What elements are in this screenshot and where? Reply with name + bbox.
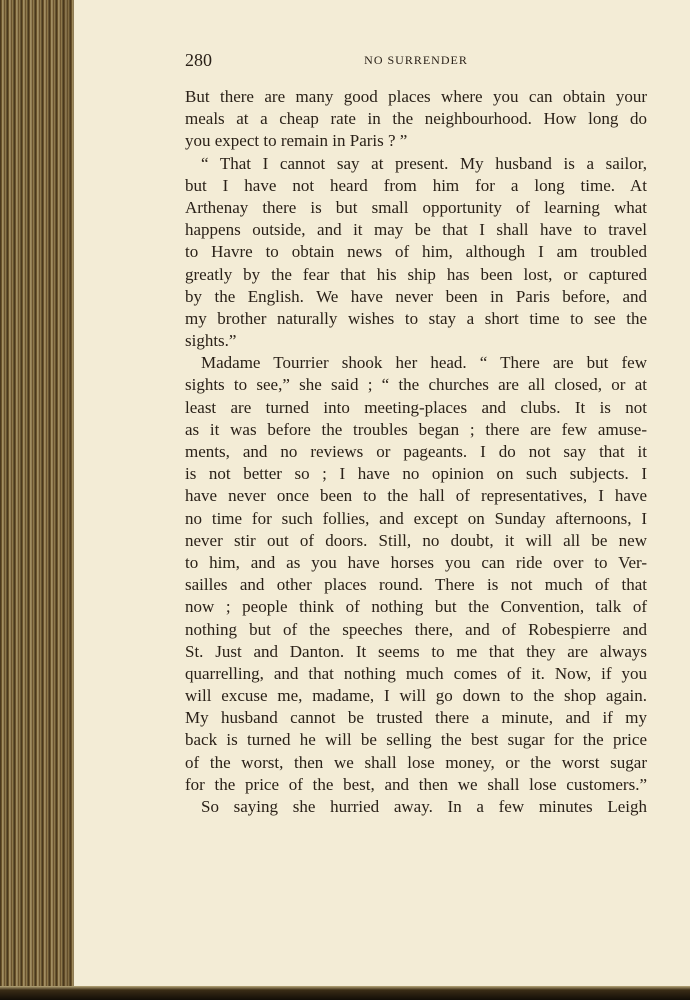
text-line: ments, and no reviews or pageants. I do not say that it	[185, 442, 647, 461]
text-line: as it was before the troubles began ; there are few amuse-	[185, 419, 647, 439]
text-line: happens outside, and it may be that I shall have to travel	[185, 220, 647, 240]
page-number: 280	[185, 50, 212, 70]
text-line: by the English. We have never been in Paris before, and	[185, 286, 647, 306]
text-line: no time for such follies, and except on Sunday afternoons, I	[185, 508, 647, 528]
text-line: have never once been to the hall of representatives, I have	[185, 486, 647, 506]
text-line: So saying she hurried away. In a few minutes Leigh	[201, 797, 647, 816]
book-spine-edge	[0, 0, 74, 988]
text-line: St. Just and Danton. It seems to me that they are always	[185, 641, 647, 661]
text-line: But there are many good places where you can obtain your	[185, 87, 647, 106]
book-bottom-edge	[0, 986, 690, 1000]
text-line: back is turned he will be selling the best sugar for the price	[185, 730, 647, 750]
text-line: to Havre to obtain news of him, although I am troubled	[185, 242, 647, 262]
text-line: Madame Tourrier shook her head. “ There are but few	[201, 353, 647, 373]
text-line: never stir out of doors. Still, no doubt, it will all be new	[185, 530, 647, 550]
text-line: but I have not heard from him for a long time. At	[185, 175, 647, 195]
text-line: sailles and other places round. There is not much of that	[185, 575, 647, 595]
text-line: sights to see,” she said ; “ the churches are all closed, or at	[185, 375, 647, 395]
page-header	[185, 50, 647, 72]
text-line: my brother naturally wishes to stay a short time to see the	[185, 308, 647, 328]
text-line: now ; people think of nothing but the Convention, talk of	[185, 597, 647, 617]
body-text	[185, 86, 647, 818]
text-line: greatly by the fear that his ship has been lost, or captured	[185, 264, 647, 284]
text-line: quarrelling, and that nothing much comes of it. Now, if you	[185, 663, 647, 683]
text-line: nothing but of the speeches there, and of Robespierre and	[185, 619, 647, 639]
text-line: least are turned into meeting-places and clubs. It is not	[185, 397, 647, 417]
text-line: sights.”	[185, 331, 237, 351]
text-line: for the price of the best, and then we shall lose customers.”	[185, 774, 647, 794]
text-line: “ That I cannot say at present. My husband is a sailor,	[201, 153, 647, 173]
text-line: meals at a cheap rate in the neighbourhood. How long do	[185, 109, 647, 129]
text-line: you expect to remain in Paris ? ”	[185, 131, 408, 151]
text-line: Arthenay there is but small opportunity of learning what	[185, 197, 647, 217]
running-head: NO SURRENDER	[364, 53, 468, 67]
text-line: is not better so ; I have no opinion on such subjects. I	[185, 464, 647, 484]
text-line: to him, and as you have horses you can ride over to Ver-	[185, 552, 647, 572]
text-line: of the worst, then we shall lose money, or the worst sugar	[185, 752, 647, 772]
text-line: My husband cannot be trusted there a minute, and if my	[185, 708, 647, 728]
text-line: will excuse me, madame, I will go down to the shop again.	[185, 686, 647, 706]
